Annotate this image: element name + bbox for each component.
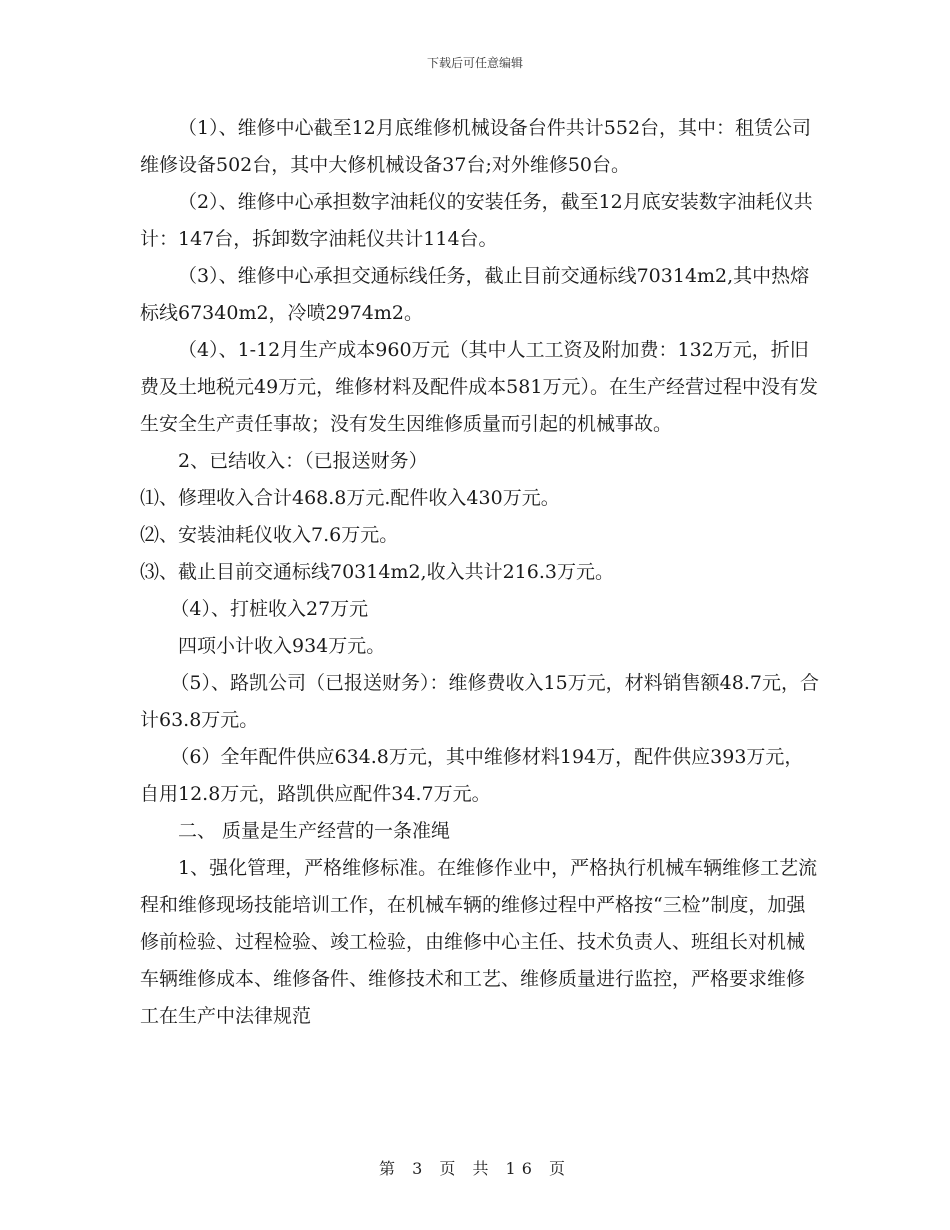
page-footer: 第 3 页 共 16 页 <box>379 1159 571 1178</box>
paragraph: （4）、打桩收入27万元 <box>170 598 369 620</box>
page-header: 下载后可任意编辑 <box>426 56 523 70</box>
paragraph: ⑵、安装油耗仪收入7.6万元。 <box>140 524 399 546</box>
document-body <box>140 110 820 1035</box>
paragraph: （3）、维修中心承担交通标线任务，截止目前交通标线70314m2,其中热熔标线67340m2，冷喷2974m2。 <box>140 265 810 324</box>
paragraph: （4）、1-12月生产成本960万元（其中人工工资及附加费：132万元，折旧费及土地税元49万元，维修材料及配件成本581万元）。在生产经营过程中没有发生安全生产责任事故；没有发生因维修质量而引起的机械事故。 <box>140 339 818 435</box>
paragraph: （5）、路凯公司（已报送财务）：维修费收入15万元，材料销售额48.7元，合计63.8万元。 <box>140 672 819 731</box>
paragraph: 四项小计收入934万元。 <box>178 635 386 657</box>
paragraph: ⑴、修理收入合计468.8万元.配件收入430万元。 <box>140 487 560 509</box>
paragraph: （1）、维修中心截至12月底维修机械设备台件共计552台，其中：租赁公司维修设备502台，其中大修机械设备37台;对外维修50台。 <box>140 117 812 176</box>
paragraph: 二、 质量是生产经营的一条准绳 <box>178 820 451 842</box>
paragraph: ⑶、截止目前交通标线70314m2,收入共计216.3万元。 <box>140 561 614 583</box>
paragraph: 2、已结收入：（已报送财务） <box>178 450 428 472</box>
paragraph: （6）全年配件供应634.8万元，其中维修材料194万，配件供应393万元，自用12.8万元，路凯供应配件34.7万元。 <box>140 746 804 805</box>
paragraph: 1、强化管理，严格维修标准。在维修作业中，严格执行机械车辆维修工艺流程和维修现场技能培训工作，在机械车辆的维修过程中严格按“三检”制度，加强修前检验、过程检验、竣工检验，由维修中心主任、技术负责人、班组长对机械车辆维修成本、维修备件、维修技术和工艺、维修质量进行监控，严格要求维修工在生产中法律规范 <box>140 857 818 1027</box>
paragraph: （2）、维修中心承担数字油耗仪的安装任务，截至12月底安装数字油耗仪共计：147台，拆卸数字油耗仪共计114台。 <box>140 191 813 250</box>
